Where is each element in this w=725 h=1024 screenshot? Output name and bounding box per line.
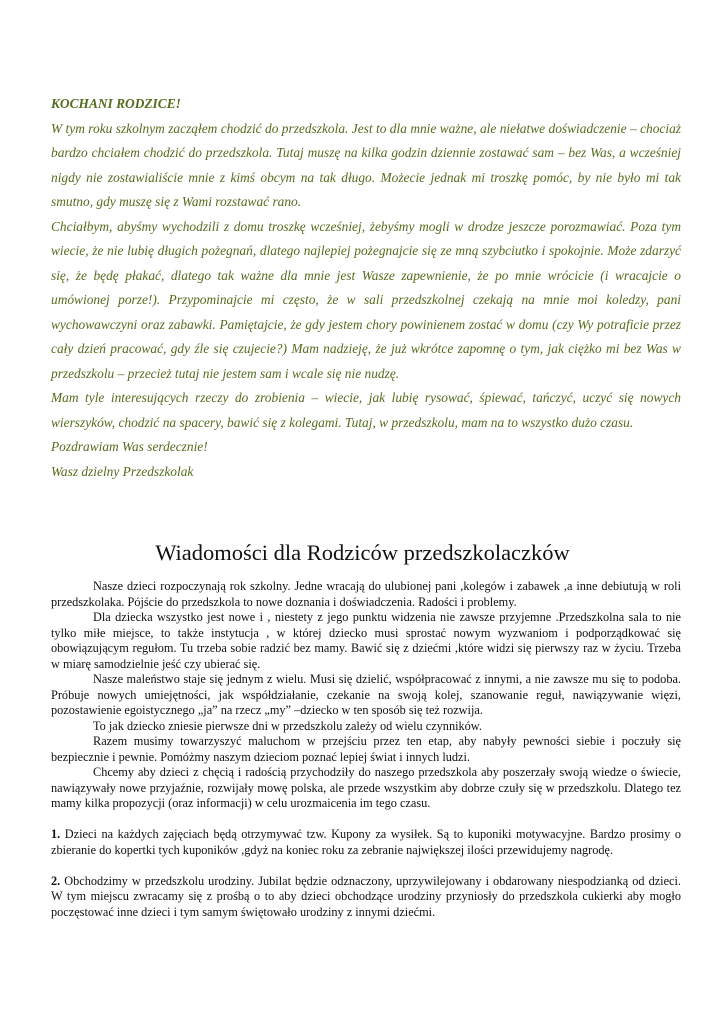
item-number: 1. — [51, 827, 61, 841]
letter-paragraph: W tym roku szkolnym zacząłem chodzić do przedszkola. Jest to dla mnie ważne, ale niełatwe doświadczenie – chociaż bardzo chciałem chodzić do przedszkola. Tutaj muszę na kilka godzin dziennie zostawać sam – bez Was, a wcześniej nigdy nie zostawialiście mnie z kimś obcym na tak długo. Możecie jednak mi troszkę pomóc, by nie było mi tak smutno, gdy muszę się z Wami rozstawać rano. — [51, 120, 681, 209]
item-text: Dzieci na każdych zajęciach będą otrzymywać tzw. Kupony za wysiłek. Są to kuponiki motywacyjne. Bardzo prosimy o zbieranie do kopertki tych kuponików ,gdyż na koniec roku za zebranie największej ilości przewidujemy nagrodę. — [51, 827, 681, 857]
parents-letter — [51, 92, 681, 484]
item-text: Obchodzimy w przedszkolu urodziny. Jubilat będzie odznaczony, uprzywilejowany i obdarowany niespodzianką od dzieci. W tym miejscu zwracamy się z prośbą o to aby dzieci obchodzące urodziny przyniosły do przedszkola cukierki aby mogło poczęstować inne dzieci i tym samym świętowało urodziny z innymi dziećmi. — [51, 873, 681, 919]
article-paragraph: Chcemy aby dzieci z chęcią i radością przychodziły do naszego przedszkola aby poszerzały swoją wiedze o świecie, nawiązywały nowe przyjaźnie, rozwijały mowę polska, ale przede wszystkim aby dobrze czuły się w przedszkolu. Dlatego tez mamy kilka propozycji (oraz informacji) w celu urozmaicenia im tego czasu. — [51, 765, 681, 810]
article-paragraph: Nasze maleństwo staje się jednym z wielu. Musi się dzielić, współpracować z innymi, a nie zawsze mu się to podoba. Próbuje nowych umiejętności, jak współdziałanie, czekanie na swoją kolej, szanowanie reguł, nawiązywanie więzi, pozostawienie egoistycznego „ja” na rzecz „my” –dziecko w ten sposób się też rozwija. — [51, 672, 681, 717]
article-paragraph: Dla dziecka wszystko jest nowe i , niestety z jego punktu widzenia nie zawsze przyjemne .Przedszkolna sala to nie tylko miłe miejsce, to także instytucja , w której dziecko musi sprostać nowym wyzwaniom i podporządkować się obowiązującym regułom. Tu trzeba sobie radzić bez mamy. Bawić się z dziećmi ,które widzi się pierwszy raz w życiu. Trzeba w miarę samodzielnie jeść czy ubierać się. — [51, 610, 681, 671]
letter-signature: Wasz dzielny Przedszkolak — [51, 463, 194, 479]
article-paragraph: Razem musimy towarzyszyć maluchom w przejściu przez ten etap, aby nabyły pewności siebie i poczuły się bezpiecznie i pewnie. Pomóżmy naszym dzieciom poznać lepiej świat i innych ludzi. — [51, 734, 681, 764]
article-paragraph: To jak dziecko zniesie pierwsze dni w przedszkolu zależy od wielu czynników. — [93, 718, 482, 733]
letter-closing: Pozdrawiam Was serdecznie! — [51, 439, 208, 454]
numbered-item — [51, 827, 681, 858]
article-title: Wiadomości dla Rodziców przedszkolaczków — [155, 540, 570, 565]
letter-paragraph: Mam tyle interesujących rzeczy do zrobienia – wiecie, jak lubię rysować, śpiewać, tańczyć, uczyć się nowych wierszyków, chodzić na spacery, bawić się z kolegami. Tutaj, w przedszkolu, mam na to wszystko dużo czasu. — [51, 390, 681, 430]
letter-heading: KOCHANI RODZICE! — [51, 96, 181, 111]
item-number: 2. — [51, 873, 61, 888]
numbered-item — [51, 874, 681, 921]
article-paragraph: Nasze dzieci rozpoczynają rok szkolny. Jedne wracają do ulubionej pani ,kolegów i zabawek ,a inne debiutują w roli przedszkolaka. Pójście do przedszkola to nowe doznania i doświadczenia. Radości i problemy. — [51, 579, 681, 609]
article-body — [51, 579, 681, 920]
letter-paragraph: Chciałbym, abyśmy wychodzili z domu troszkę wcześniej, żebyśmy mogli w drodze jeszcze porozmawiać. Poza tym wiecie, że nie lubię długich pożegnań, dlatego najlepiej pożegnajcie się ze mną szybciutko i spokojnie. Może zdarzyć się, że będę płakać, dlatego tak ważne dla mnie jest Wasze zapewnienie, że po mnie wrócicie (i wracajcie o umówionej porze!). Przypominajcie mi często, że w sali przedszkolnej czekają na mnie moi koledzy, pani wychowawczyni oraz zabawki. Pamiętajcie, że gdy jestem chory powinienem zostać w domu (czy Wy potraficie przez cały dzień pracować, gdy źle się czujecie?) Mam nadzieję, że już wkrótce zapomnę o tym, jak ciężko mi bez Was w przedszkolu – przecież tutaj nie jestem sam i wcale się nie nudzę. — [51, 218, 681, 381]
